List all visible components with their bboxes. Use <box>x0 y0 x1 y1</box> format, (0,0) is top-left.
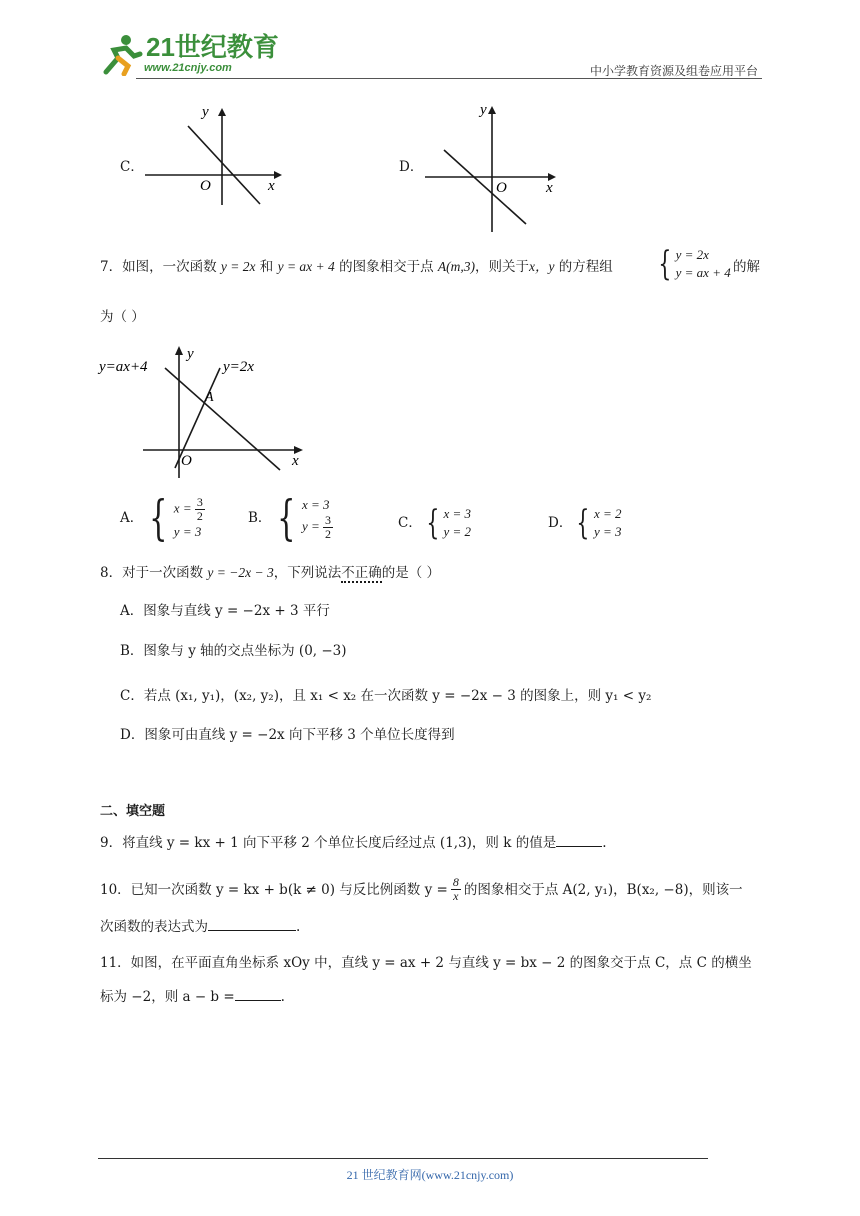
header-divider <box>136 78 762 79</box>
question-8: 8．对于一次函数 y = −2x − 3，下列说法不正确的是（ ） <box>100 565 441 581</box>
runner-logo-icon <box>96 32 144 76</box>
graph-d-x-label: x <box>546 180 553 196</box>
point-a-label: A <box>205 390 214 405</box>
option-8d: D．图象可由直线 y = −2x 向下平移 3 个单位长度得到 <box>120 727 455 743</box>
graph-c-origin: O <box>200 178 211 194</box>
answer-blank[interactable] <box>556 832 602 847</box>
graph-d <box>420 98 570 238</box>
option-8c: C．若点 (x₁, y₁)，(x₂, y₂)，且 x₁ < x₂ 在一次函数 y = −2x − 3 的图象上，则 y₁ < y₂ <box>120 688 652 704</box>
graph-d-origin: O <box>496 180 507 196</box>
option-7b: B． { x = 3 y = $\frac{3}{2}$ <box>248 490 332 546</box>
question-7-graph <box>95 340 315 485</box>
question-7-line1: 7．如图，一次函数 y = 2x 和 y = ax + 4 的图象相交于点 A(m,3)，则关于x，y 的方程组 <box>100 259 613 275</box>
line-label-ax4: y=ax+4 <box>99 359 148 375</box>
header <box>96 30 762 80</box>
graph-c <box>140 100 290 210</box>
question-7-line2: 为（ ） <box>100 309 145 325</box>
graph-d-y-label: y <box>480 102 487 118</box>
question-7-system: { y = 2x y = ax + 4 <box>658 244 731 284</box>
graph-7-x-label: x <box>292 453 299 469</box>
footer-link[interactable]: 21 世纪教育网(www.21cnjy.com) <box>346 1168 514 1182</box>
question-7-line1-end: 的解 <box>733 259 760 275</box>
graph-7-origin: O <box>181 453 192 469</box>
logo-text: 21世纪教育 <box>146 32 279 62</box>
question-10-line1: 10．已知一次函数 y = kx + b(k ≠ 0) 与反比例函数 y = $\frac{8}{x}$ 的图象相交于点 A(2, y₁)，B(x₂, −8)，则该一 <box>100 875 743 903</box>
header-platform-text: 中小学教育资源及组卷应用平台 <box>589 64 758 78</box>
option-8b: B．图象与 y 轴的交点坐标为 (0, −3) <box>120 643 347 659</box>
graph-c-label: C． <box>120 159 144 175</box>
question-11-line1: 11．如图，在平面直角坐标系 xOy 中，直线 y = ax + 2 与直线 y = bx − 2 的图象交于点 C，点 C 的横坐 <box>100 955 752 971</box>
answer-blank[interactable] <box>235 986 281 1001</box>
brace-icon: { <box>658 244 672 284</box>
graph-7-y-label: y <box>187 346 194 362</box>
answer-blank[interactable] <box>208 916 296 931</box>
line-label-2x: y=2x <box>223 359 254 375</box>
question-9: 9．将直线 y = kx + 1 向下平移 2 个单位长度后经过点 (1,3)，则 k 的值是 . <box>100 832 607 853</box>
graph-c-y-label: y <box>202 104 209 120</box>
graph-c-x-label: x <box>268 178 275 194</box>
graph-d-label: D． <box>399 159 424 175</box>
option-7a: A． { x = $\frac{3}{2}$ y = 3 <box>120 490 203 546</box>
footer-divider <box>98 1158 708 1159</box>
logo-subtext: www.21cnjy.com <box>144 62 232 74</box>
option-7c: C． { x = 3 y = 2 <box>398 503 472 543</box>
option-7d: D． { x = 2 y = 3 <box>548 503 622 543</box>
question-11-line2: 标为 −2，则 a − b = . <box>100 986 285 1007</box>
section-fill-in-title: 二、填空题 <box>100 803 166 818</box>
option-8a: A．图象与直线 y = −2x + 3 平行 <box>120 603 330 619</box>
question-10-line2: 次函数的表达式为 . <box>100 916 300 937</box>
